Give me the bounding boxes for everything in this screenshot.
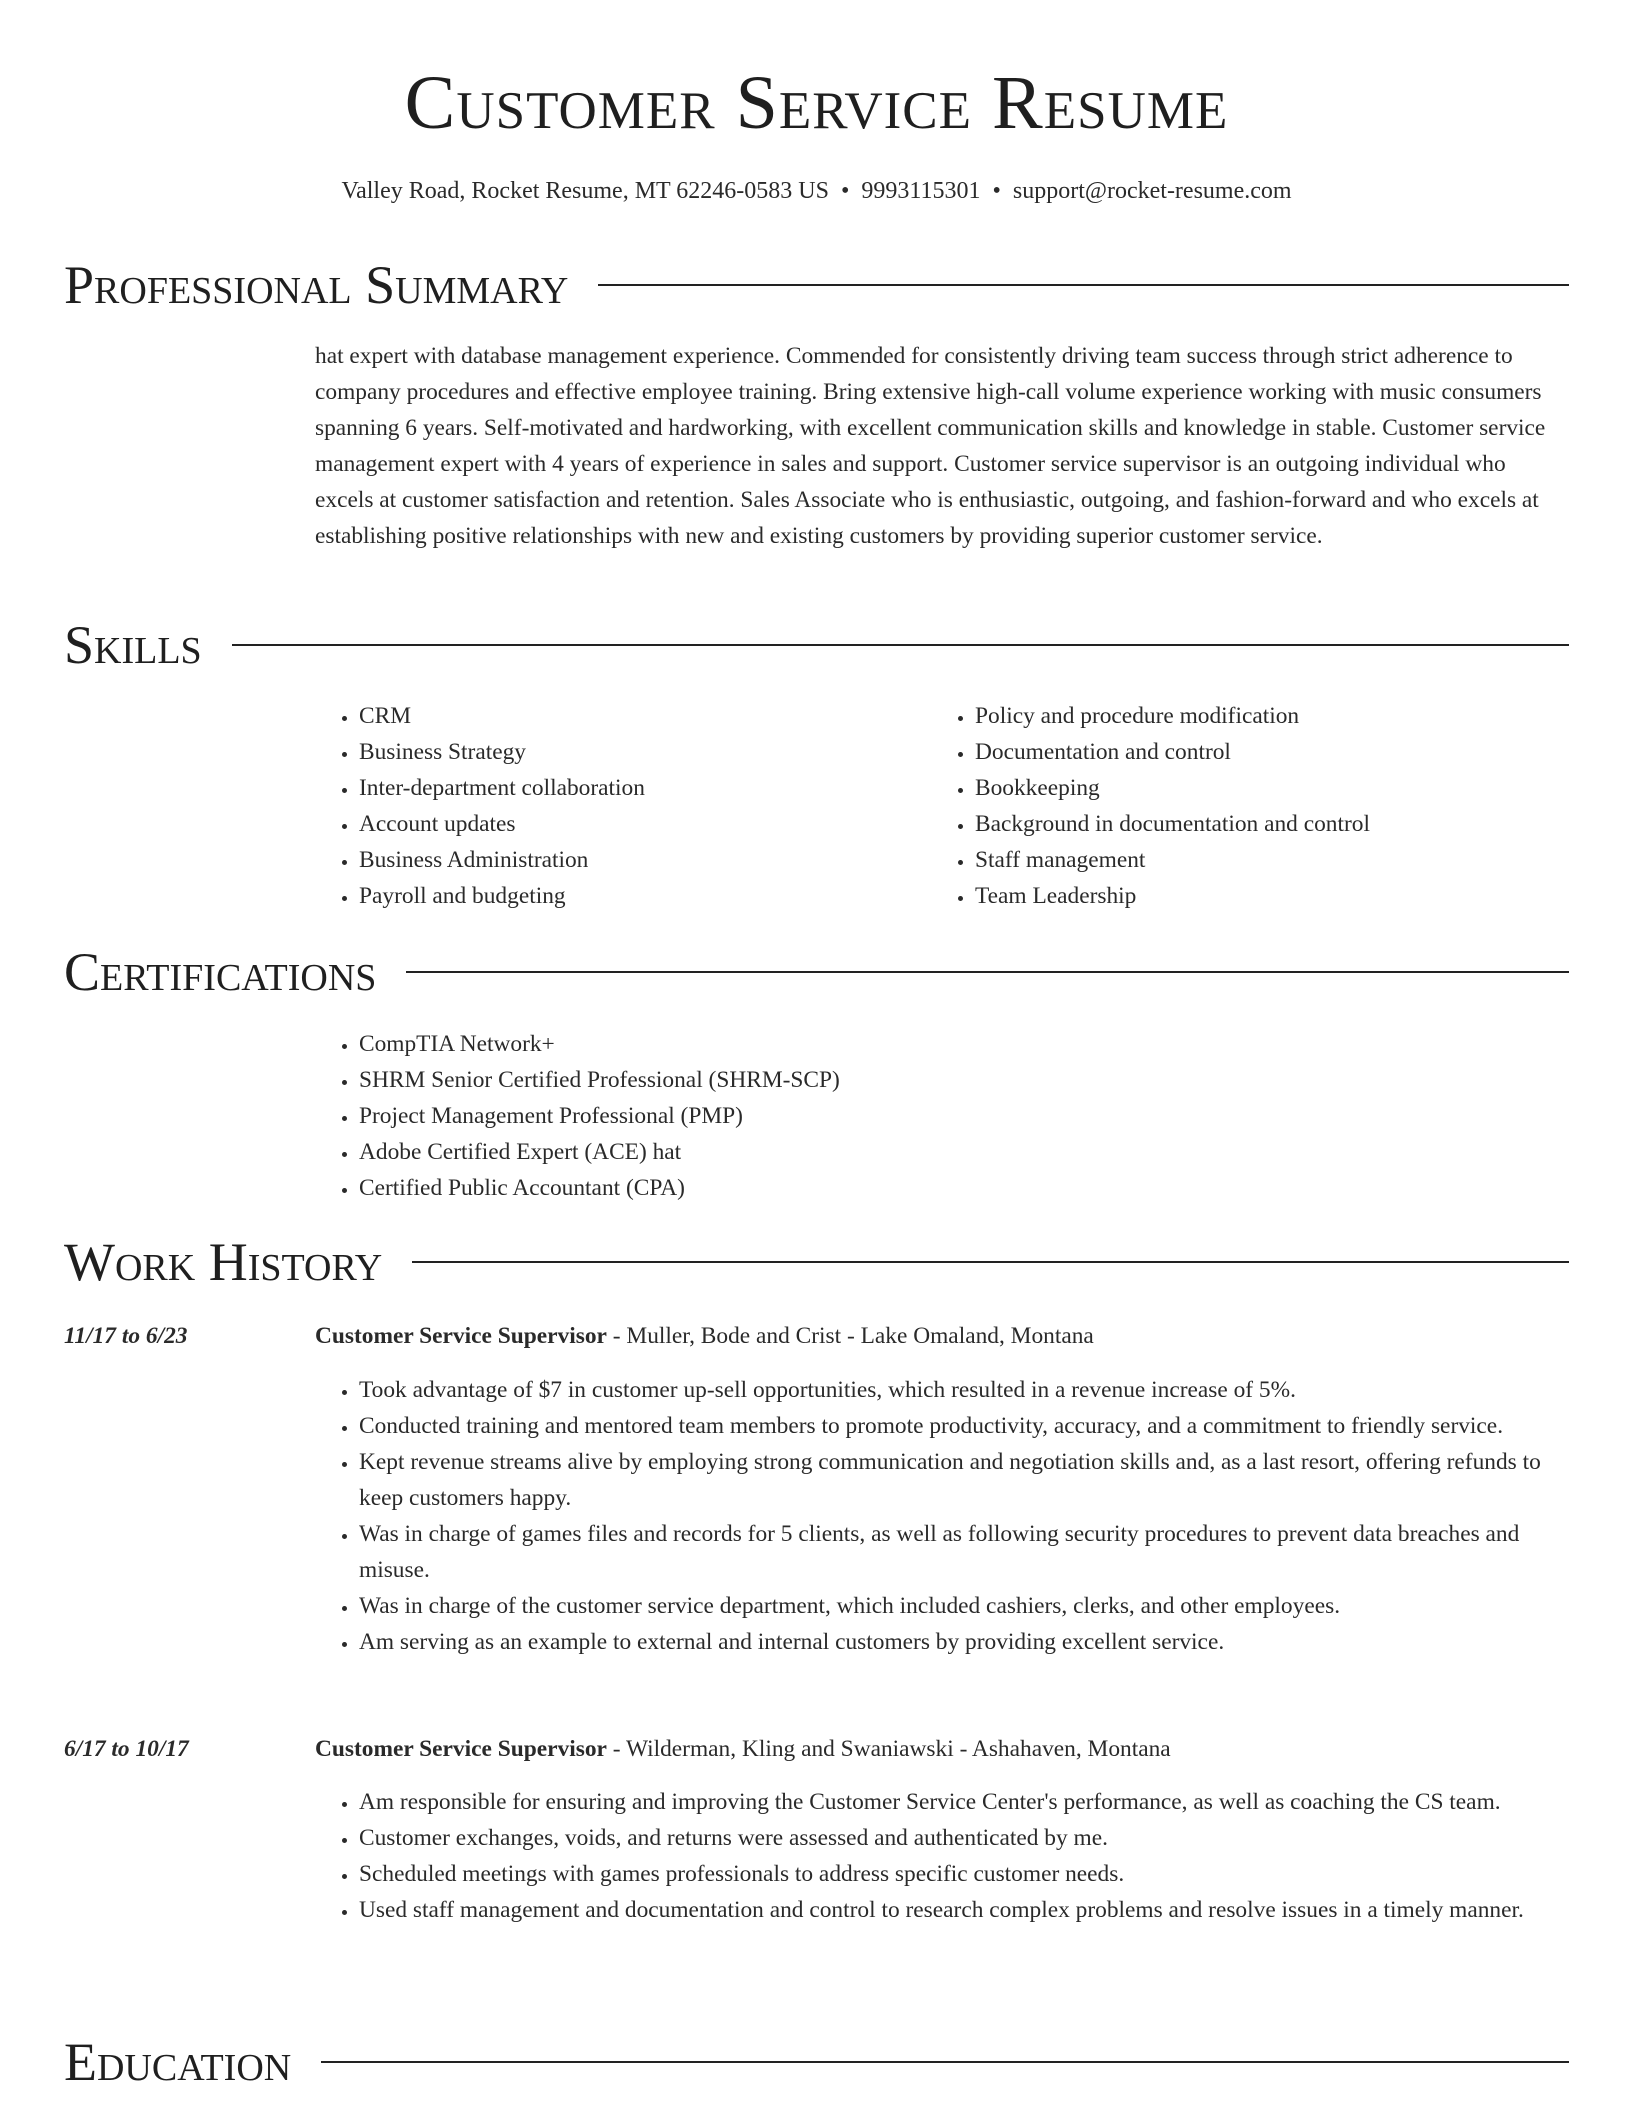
job-dates: 6/17 to 10/17 xyxy=(64,1736,189,1762)
job-bullets xyxy=(315,1784,1569,1928)
skill-item: • Policy and procedure modification xyxy=(975,698,1547,734)
job-title: Customer Service Supervisor xyxy=(315,1736,607,1762)
section-title: Certifications xyxy=(64,942,377,1002)
job-bullet: • Am responsible for ensuring and improving the Customer Service Center's performance, as well as coaching the CS team. xyxy=(359,1784,1569,1820)
section-title: Skills xyxy=(64,615,202,675)
skill-item: • Payroll and budgeting xyxy=(359,878,931,914)
job-bullet: • Am serving as an example to external and internal customers by providing excellent service. xyxy=(359,1624,1569,1660)
section-heading-education xyxy=(64,2029,1569,2095)
skill-item: • Bookkeeping xyxy=(975,770,1547,806)
skill-item: • Team Leadership xyxy=(975,878,1547,914)
section-rule xyxy=(321,2061,1569,2063)
section-heading-skills xyxy=(64,612,1569,678)
section-rule xyxy=(406,971,1569,973)
contact-separator: • xyxy=(992,178,1001,204)
section-rule xyxy=(232,644,1569,646)
job-heading xyxy=(315,1731,1569,1767)
section-title: Work History xyxy=(64,1232,383,1292)
skill-item: • CRM xyxy=(359,698,931,734)
contact-phone: 9993115301 xyxy=(861,178,981,204)
job-employer-location: - Muller, Bode and Crist - Lake Omaland, Montana xyxy=(606,1323,1094,1349)
certifications-list xyxy=(315,1026,1569,1206)
certification-item: • CompTIA Network+ xyxy=(359,1026,1569,1062)
skill-item: • Background in documentation and control xyxy=(975,806,1547,842)
job-bullet: • Was in charge of the customer service department, which included cashiers, clerks, and other employees. xyxy=(359,1588,1569,1624)
skill-item: • Business Administration xyxy=(359,842,931,878)
job-heading xyxy=(315,1318,1569,1354)
job-bullet: • Was in charge of games files and records for 5 clients, as well as following security procedures to prevent data breaches and misuse. xyxy=(359,1516,1569,1588)
section-rule xyxy=(598,284,1569,286)
skill-item: • Staff management xyxy=(975,842,1547,878)
skills-column-right xyxy=(931,698,1547,914)
contact-email: support@rocket-resume.com xyxy=(1012,178,1292,204)
job-bullet: • Scheduled meetings with games professionals to address specific customer needs. xyxy=(359,1856,1569,1892)
skill-item: • Business Strategy xyxy=(359,734,931,770)
section-heading-certifications xyxy=(64,939,1569,1005)
job-bullet: • Used staff management and documentation and control to research complex problems and resolve issues in a timely manner. xyxy=(359,1892,1569,1928)
section-title: Professional Summary xyxy=(64,255,569,315)
job-dates: 11/17 to 6/23 xyxy=(64,1323,188,1349)
contact-line xyxy=(64,174,1569,208)
job-bullet: • Kept revenue streams alive by employing strong communication and negotiation skills and, as a last resort, offering refunds to keep customers happy. xyxy=(359,1444,1569,1516)
certification-item: • Adobe Certified Expert (ACE) hat xyxy=(359,1134,1569,1170)
contact-separator: • xyxy=(840,178,850,204)
job-bullet: • Customer exchanges, voids, and returns were assessed and authenticated by me. xyxy=(359,1820,1569,1856)
job-bullet: • Conducted training and mentored team members to promote productivity, accuracy, and a commitment to friendly service. xyxy=(359,1408,1569,1444)
section-title: Education xyxy=(64,2032,292,2092)
skill-item: • Account updates xyxy=(359,806,931,842)
summary-text: hat expert with database management experience. Commended for consistently driving team success through strict adherence to company procedures and effective employee training. Bring extensive high-call volume experience working with music consumers spanning 6 years. Self-motivated and hardworking, with excellent communication skills and knowledge in stable. Customer service management expert with 4 years of experience in sales and support. Customer service supervisor is an outgoing individual who excels at customer satisfaction and retention. Sales Associate who is enthusiastic, outgoing, and fashion-forward and who excels at establishing positive relationships with new and existing customers by providing superior customer service. xyxy=(315,343,1546,549)
certification-item: • Project Management Professional (PMP) xyxy=(359,1098,1569,1134)
skill-item: • Inter-department collaboration xyxy=(359,770,931,806)
section-heading-work-history xyxy=(64,1229,1569,1295)
certification-item: • SHRM Senior Certified Professional (SHRM-SCP) xyxy=(359,1062,1569,1098)
job-bullet: • Took advantage of $7 in customer up-sell opportunities, which resulted in a revenue increase of 5%. xyxy=(359,1372,1569,1408)
skills-list xyxy=(315,698,1569,918)
job-bullets xyxy=(315,1372,1569,1660)
section-rule xyxy=(412,1261,1569,1263)
job-employer-location: - Wilderman, Kling and Swaniawski - Ashahaven, Montana xyxy=(606,1736,1171,1762)
section-heading-summary xyxy=(64,252,1569,318)
skill-item: • Documentation and control xyxy=(975,734,1547,770)
skills-column-left xyxy=(315,698,931,914)
contact-address: Valley Road, Rocket Resume, MT 62246-0583 US xyxy=(341,178,829,204)
job-title: Customer Service Supervisor xyxy=(315,1323,607,1349)
certification-item: • Certified Public Accountant (CPA) xyxy=(359,1170,1569,1206)
resume-name: Customer Service Resume xyxy=(404,61,1229,145)
